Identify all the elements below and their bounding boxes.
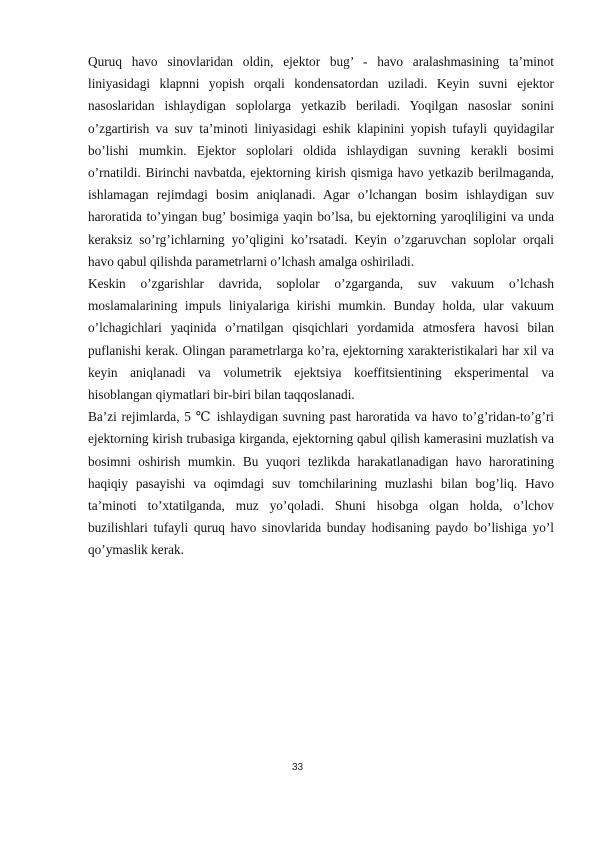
paragraph-1: Quruq havo sinovlaridan oldin, ejektor bug’ - havo aralashmasining ta’minot liniyasidagi klapnni yopish orqali kondensatordan uziladi. Keyin suvni ejektor nasoslaridan ishlaydigan soplolarga yetkazib beriladi. Yoqilgan nasoslar sonini o’zgartirish va suv ta’minoti liniyasidagi eshik klapinini yopish tufayli quyidagilar bo’lishi mumkin. Ejektor soplolari oldida ishlaydigan suvning kerakli bosimi o’rnatildi. Birinchi navbatda, ejektorning kirish qismiga havo yetkazib berilmaganda, ishlamagan rejimdagi bosim aniqlanadi. Agar o’lchangan bosim ishlaydigan suv haroratida to’yingan bug’ bosimiga yaqin bo’lsa, bu ejektorning yaroqliligini va unda keraksiz so’rg’ichlarning yo’qligini ko’rsatadi. Keyin o’zgaruvchan soplolar orqali havo qabul qilishda parametrlarni o’lchash amalga oshiriladi.: [88, 54, 554, 269]
paragraph-2: Keskin o’zgarishlar davrida, soplolar o’zgarganda, suv vakuum o’lchash moslamalarining impuls liniyalariga kirishi mumkin. Bunday holda, ular vakuum o’lchagichlari yaqinida o’rnatilgan qisqichlari yordamida atmosfera havosi bilan puflanishi kerak. Olingan parametrlarga ko’ra, ejektorning xarakteristikalari har xil va keyin aniqlanadi va volumetrik ejektsiya koeffitsientining eksperimental va hisoblangan qiymatlari bir-biri bilan taqqoslanadi.: [88, 276, 554, 403]
paragraph-3: Ba’zi rejimlarda, 5 ℃ ishlaydigan suvning past haroratida va havo to’g’ridan-to’g’ri ejektorning kirish trubasiga kirganda, ejektorning qabul qilish kamerasini muzlatish va bosimni oshirish mumkin. Bu yuqori tezlikda harakatlanadigan havo haroratining haqiqiy pasayishi va oqimdagi suv tomchilarining muzlashi bilan bog’liq. Havo ta’minoti to’xtatilganda, muz yo’qoladi. Shuni hisobga olgan holda, o’lchov buzilishlari tufayli quruq havo sinovlarida bunday hodisaning paydo bo’lishiga yo’l qo’ymaslik kerak.: [88, 409, 554, 558]
document-body: [88, 51, 554, 562]
page-number: 33: [291, 762, 304, 773]
